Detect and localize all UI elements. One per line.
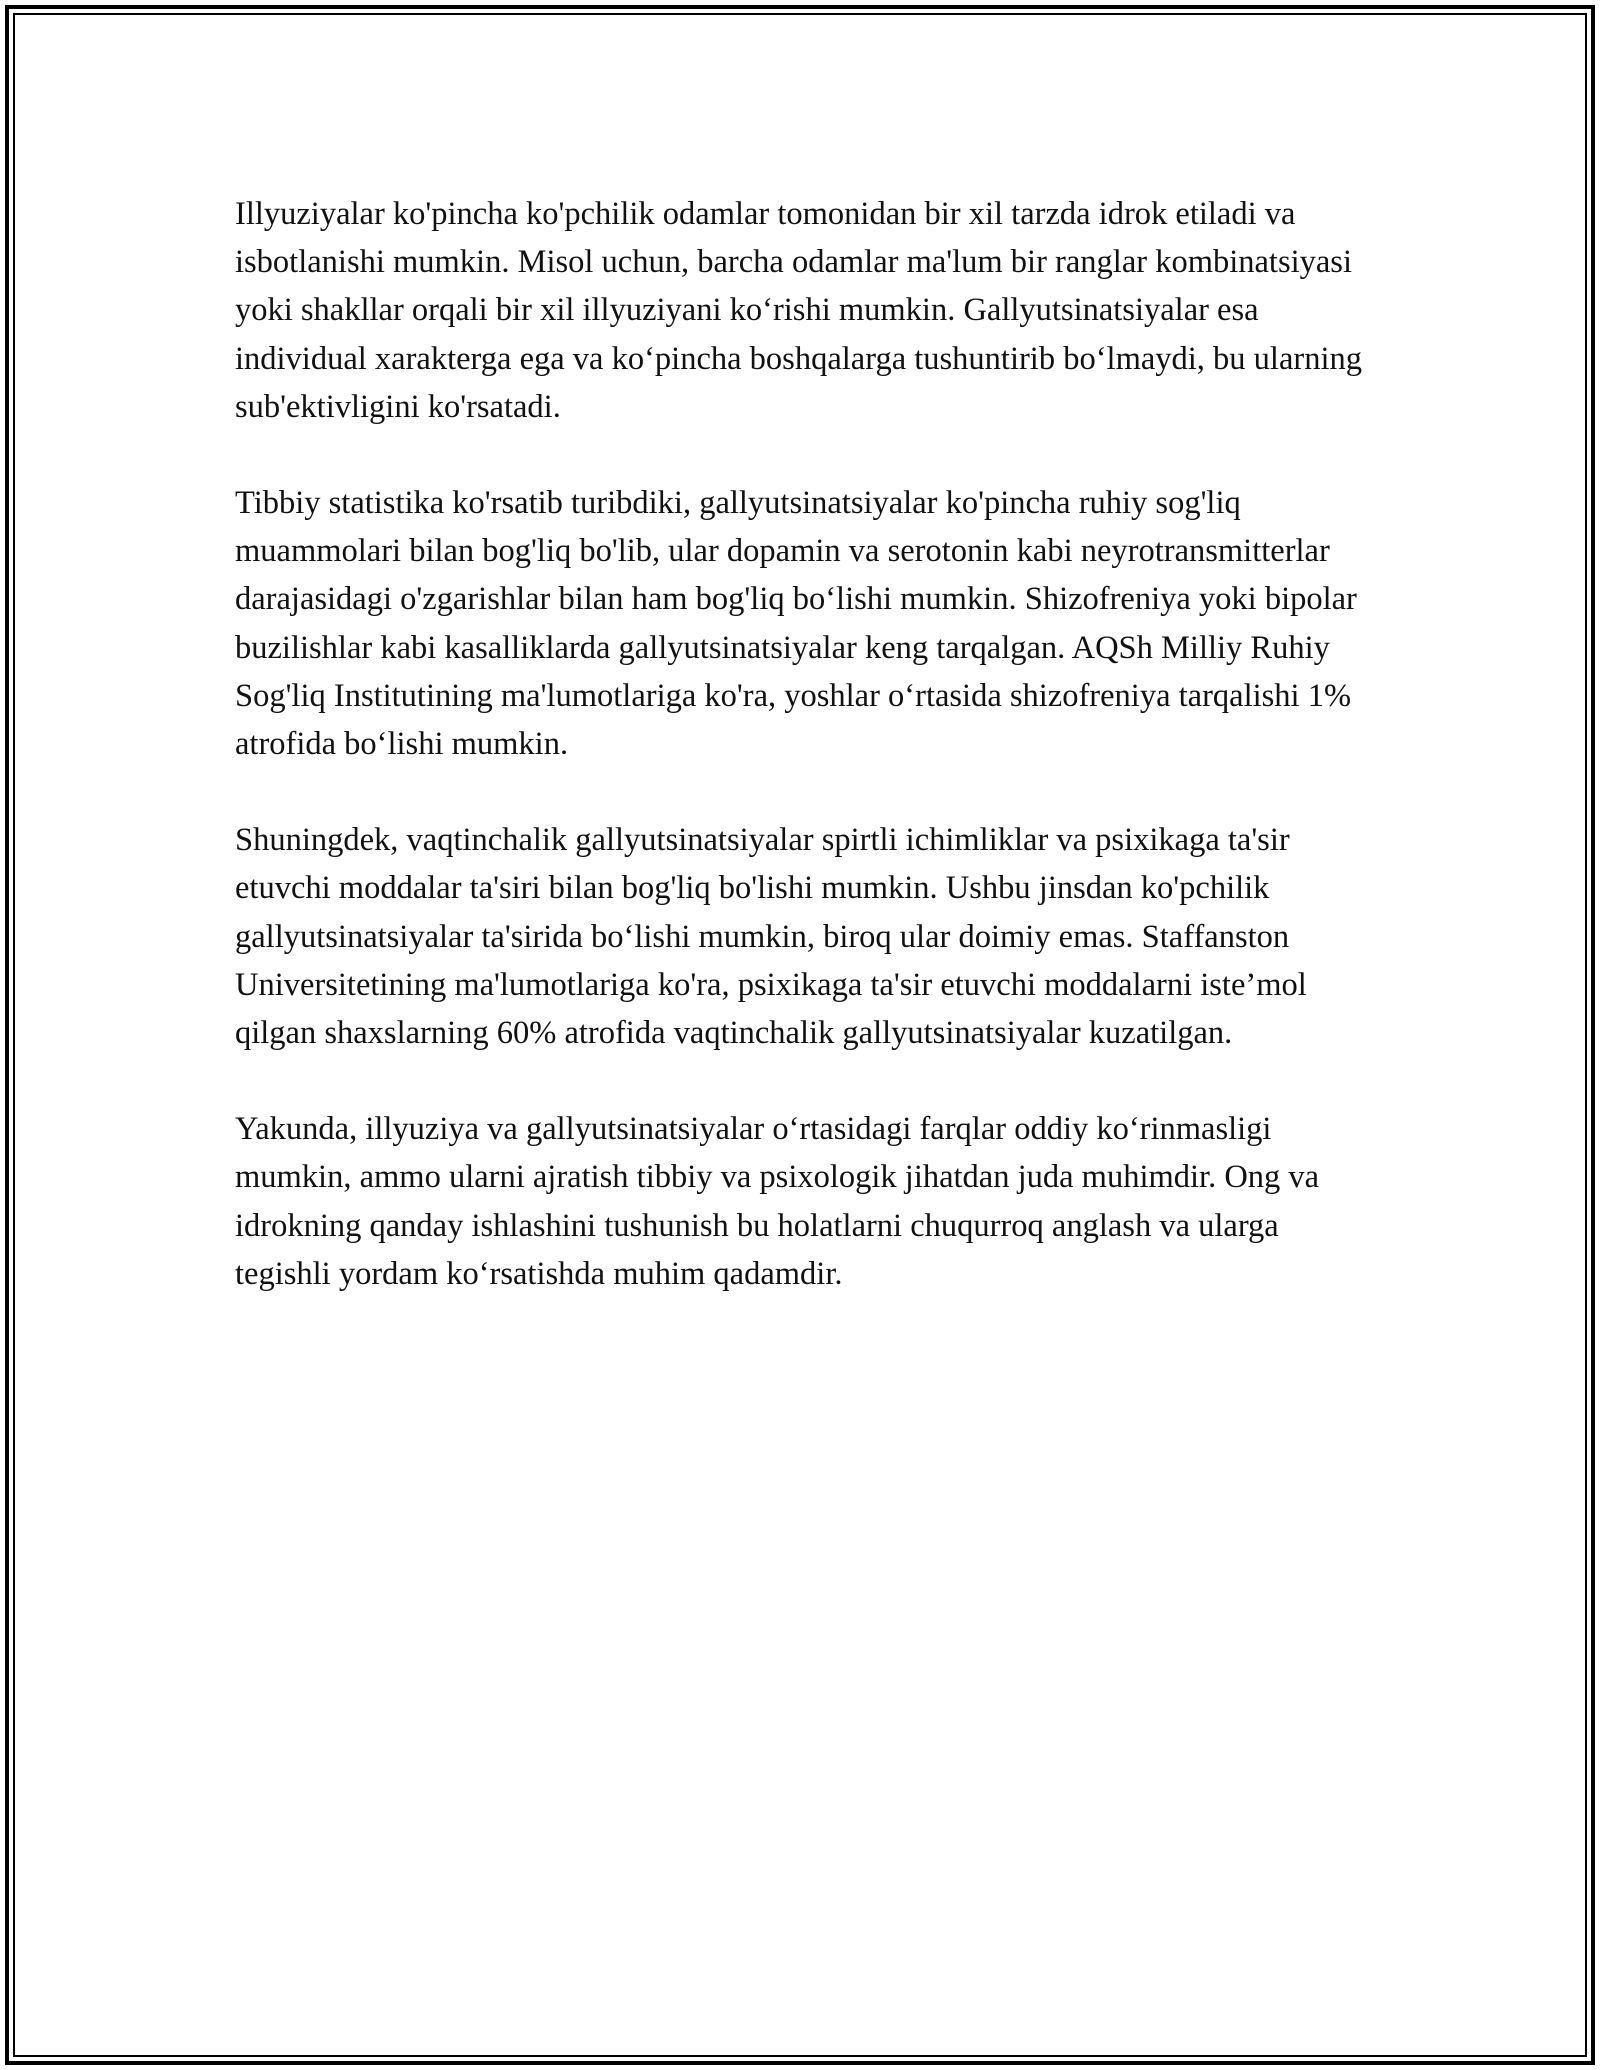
paragraph-4: Yakunda, illyuziya va gallyutsinatsiyalar oʻrtasidagi farqlar oddiy koʻrinmasligi mumkin, ammo ularni ajratish tibbiy va psixologik jihatdan juda muhimdir. Ong va idrokning qanday ishlashini tushunish bu holatlarni chuqurroq anglash va ularga tegishli yordam koʻrsatishda muhim qadamdir. [235,1111,1320,1292]
paragraph-1: Illyuziyalar ko'pincha ko'pchilik odamlar tomonidan bir xil tarzda idrok etiladi va isbotlanishi mumkin. Misol uchun, barcha odamlar ma'lum bir ranglar kombinatsiyasi yoki shakllar orqali bir xil illyuziyani koʻrishi mumkin. Gallyutsinatsiyalar esa individual xarakterga ega va koʻpincha boshqalarga tushuntirib boʻlmaydi, bu ularning sub'ektivligini ko'rsatadi. [235,196,1362,425]
document-body [235,190,1365,1298]
paragraph-2: Tibbiy statistika ko'rsatib turibdiki, gallyutsinatsiyalar ko'pincha ruhiy sog'liq muammolari bilan bog'liq bo'lib, ular dopamin va serotonin kabi neyrotransmitterlar darajasidagi o'zgarishlar bilan ham bog'liq boʻlishi mumkin. Shizofreniya yoki bipolar buzilishlar kabi kasalliklarda gallyutsinatsiyalar keng tarqalgan. AQSh Milliy Ruhiy Sog'liq Institutining ma'lumotlariga ko'ra, yoshlar oʻrtasida shizofreniya tarqalishi 1% atrofida boʻlishi mumkin. [235,485,1357,763]
paragraph-3: Shuningdek, vaqtinchalik gallyutsinatsiyalar spirtli ichimliklar va psixikaga ta'sir etuvchi moddalar ta'siri bilan bog'liq bo'lishi mumkin. Ushbu jinsdan ko'pchilik gallyutsinatsiyalar ta'sirida boʻlishi mumkin, biroq ular doimiy emas. Staffanston Universitetining ma'lumotlariga ko'ra, psixikaga ta'sir etuvchi moddalarni iste’mol qilgan shaxslarning 60% atrofida vaqtinchalik gallyutsinatsiyalar kuzatilgan. [235,822,1307,1052]
